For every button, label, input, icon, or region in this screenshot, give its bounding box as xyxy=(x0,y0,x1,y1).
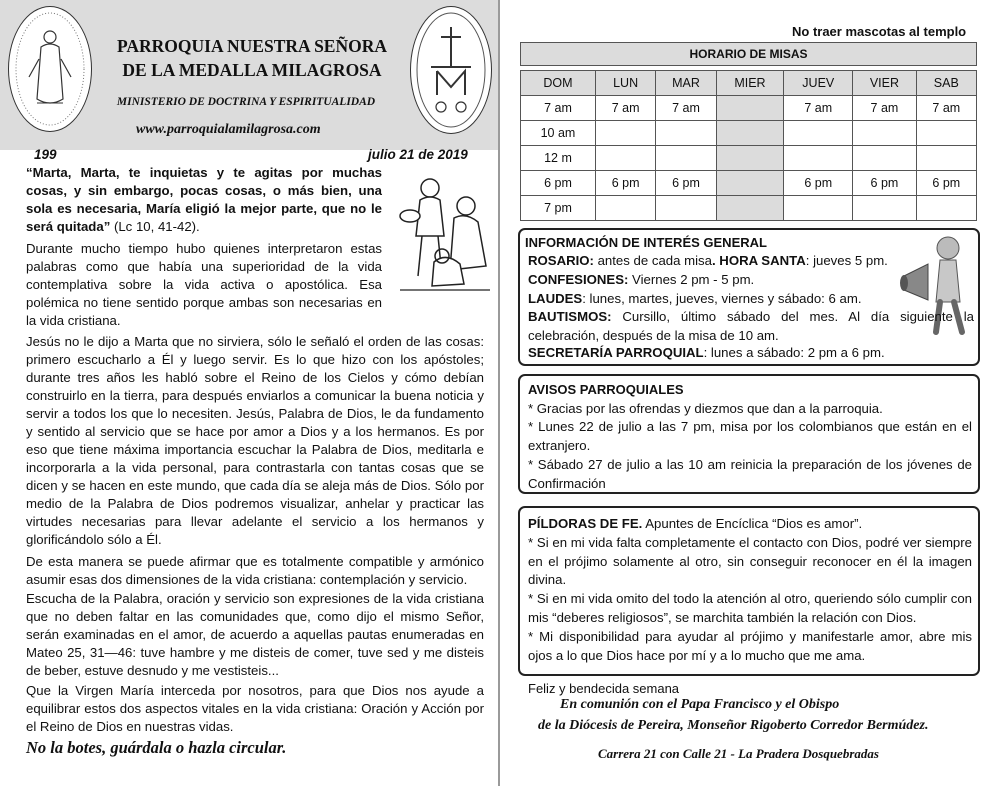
schedule-row xyxy=(521,121,977,146)
website-link[interactable]: www.parroquialamilagrosa.com xyxy=(136,122,321,137)
parish-name-line1: PARROQUIA NUESTRA SEÑORA xyxy=(117,36,387,56)
day-header: VIER xyxy=(853,71,916,96)
confesiones-text: Viernes 2 pm - 5 pm. xyxy=(628,272,755,287)
schedule-cell xyxy=(853,146,916,171)
info-secretaria-line xyxy=(528,344,974,363)
faith-pills-box xyxy=(518,506,980,676)
article-paragraph-1: Durante mucho tiempo hubo quienes interpretaron estas palabras como que había una superioridad de la vida contemplativa sobre la vida activa o apostólica. Esa polémica no tiene sentido porque ambas son necesarias en la vida cristiana. xyxy=(26,241,382,328)
schedule-cell: 7 am xyxy=(521,96,596,121)
schedule-cell: 7 am xyxy=(916,96,976,121)
notice-item: * Sábado 27 de julio a las 10 am reinicia la preparación de los jóvenes de Confirmación xyxy=(528,457,972,491)
schedule-cell xyxy=(916,196,976,221)
info-rosario-line xyxy=(528,252,898,271)
schedule-cell: 7 am xyxy=(595,96,655,121)
notice-item: * Gracias por las ofrendas y diezmos que dan a la parroquia. xyxy=(528,401,883,416)
info-laudes-line xyxy=(528,290,898,309)
schedule-cell: 6 pm xyxy=(595,171,655,196)
confesiones-label: CONFESIONES: xyxy=(528,272,629,287)
schedule-cell: 6 pm xyxy=(853,171,916,196)
article-paragraph-2: Jesús no le dijo a Marta que no sirviera, sólo le señaló el orden de las cosas: primero escucharlo a Él y luego servir. Es lo que hizo con los apóstoles; durante tres años les habló sobre el Reino de los Cielos y cómo debían construirlo en la tierra, para después enviarlos a comunicar la buena noticia y servir a todos los que lo necesiten. Jesús, Palabra de Dios, le da fundamento y sentido al servicio que se hace por amor a Dios y a los hermanos. Es por eso que tiene máxima importancia escuchar la Palabra de Dios, meditarla e incorporarla a la vida personal, para contrastarla con tantas cosas que se dicen y se hacen en este mundo, que cada día se aleja más de Dios. Sólo por medio de la Palabra de Dios podremos visualizar, anhelar y practicar las virtudes necesarias para llevar adelante el servicio a los hermanos y glorificándolo sólo a Él. xyxy=(26,334,484,547)
schedule-cell xyxy=(784,121,853,146)
communion-line-2: de la Diócesis de Pereira, Monseñor Rigoberto Corredor Bermúdez. xyxy=(538,718,929,733)
schedule-cell xyxy=(595,196,655,221)
schedule-row xyxy=(521,96,977,121)
schedule-cell: 6 pm xyxy=(656,171,716,196)
faith-pills-heading xyxy=(528,515,972,534)
schedule-cell: 6 pm xyxy=(916,171,976,196)
day-header: SAB xyxy=(916,71,976,96)
ministry-title: MINISTERIO DE DOCTRINA Y ESPIRITUALIDAD xyxy=(116,96,376,108)
general-info-title: INFORMACIÓN DE INTERÉS GENERAL xyxy=(525,235,767,250)
hora-santa-label: . HORA SANTA xyxy=(711,253,806,268)
laudes-label: LAUDES xyxy=(528,291,583,306)
schedule-cell: 12 m xyxy=(521,146,596,171)
day-header: JUEV xyxy=(784,71,853,96)
mass-schedule xyxy=(520,42,977,221)
schedule-cell: 7 am xyxy=(784,96,853,121)
article-paragraph-3: De esta manera se puede afirmar que es totalmente compatible y armónico asumir esas dos dimensiones de la vida cristiana: contemplación y servicio. xyxy=(26,554,484,587)
issue-date: julio 21 de 2019 xyxy=(368,147,468,162)
schedule-cell: 6 pm xyxy=(521,171,596,196)
schedule-cell xyxy=(853,196,916,221)
closing-exhortation: No la botes, guárdala o hazla circular. xyxy=(26,738,287,757)
article-quote xyxy=(26,164,382,236)
parish-name-line2: DE LA MEDALLA MILAGROSA xyxy=(122,60,382,80)
schedule-cell xyxy=(716,121,784,146)
parish-notices-box xyxy=(518,374,980,494)
schedule-row xyxy=(521,146,977,171)
bautismos-label: BAUTISMOS: xyxy=(528,309,612,324)
laudes-text: : lunes, martes, jueves, viernes y sábado: 6 am. xyxy=(582,291,862,306)
faith-pill-item: * Si en mi vida omito del todo la atención al otro, queriendo sólo cumplir con mis “deberes religiosos”, se marchita también la relación con Dios. xyxy=(528,591,972,625)
parish-address: Carrera 21 con Calle 21 - La Pradera Dosquebradas xyxy=(598,746,879,761)
article-paragraph-4: Escucha de la Palabra, oración y servicio son expresiones de la vida cristiana que no deben faltar en las comunidades que, como dijo el mismo Señor, serán examinadas en el amor, de acuerdo a aquellas pautas enumeradas en Mateo 25, 31—46: tuve hambre y me disteis de comer, tuve sed y me disteis de beber, estuve desnudo y me vestisteis... xyxy=(26,591,484,678)
rosario-text: antes de cada misa xyxy=(593,253,712,268)
schedule-cell xyxy=(656,146,716,171)
schedule-cell xyxy=(853,121,916,146)
gospel-reference: (Lc 10, 41-42). xyxy=(110,219,200,234)
schedule-cell: 7 pm xyxy=(521,196,596,221)
schedule-row xyxy=(521,196,977,221)
schedule-cell: 7 am xyxy=(656,96,716,121)
info-confesiones-line xyxy=(528,271,898,290)
issue-number: 199 xyxy=(34,147,57,162)
communion-line-1: En comunión con el Papa Francisco y el Obispo xyxy=(560,697,840,712)
schedule-cell xyxy=(716,171,784,196)
schedule-title: HORARIO DE MISAS xyxy=(521,43,977,66)
info-bautismos-line xyxy=(528,308,974,345)
general-info-box xyxy=(518,228,980,366)
schedule-cell xyxy=(716,96,784,121)
mass-schedule-table xyxy=(520,42,977,221)
schedule-cell xyxy=(595,121,655,146)
schedule-cell xyxy=(916,121,976,146)
faith-pills-title: PÍLDORAS DE FE. xyxy=(528,516,643,531)
schedule-cell xyxy=(656,121,716,146)
no-pets-notice: No traer mascotas al templo xyxy=(792,24,967,39)
day-header: MAR xyxy=(656,71,716,96)
schedule-cell: 10 am xyxy=(521,121,596,146)
virgin-mary-medal-image xyxy=(8,6,92,132)
schedule-cell xyxy=(595,146,655,171)
day-header: LUN xyxy=(595,71,655,96)
secretaria-label: SECRETARÍA PARROQUIAL xyxy=(528,345,704,360)
schedule-cell: 7 am xyxy=(853,96,916,121)
schedule-cell xyxy=(716,146,784,171)
gospel-quote: “Marta, Marta, te inquietas y te agitas por muchas cosas, y sin embargo, pocas cosas, o más bien, una sola es necesaria, María eligió la mejor parte, que no le será quitada” xyxy=(26,165,382,234)
martha-mary-illustration xyxy=(394,166,494,296)
notice-item: * Lunes 22 de julio a las 7 pm, misa por los colombianos que están en el extranjero. xyxy=(528,419,972,453)
miraculous-medal-image xyxy=(410,6,492,134)
schedule-cell xyxy=(656,196,716,221)
schedule-cell xyxy=(716,196,784,221)
schedule-cell xyxy=(784,146,853,171)
faith-pill-item: * Mi disponibilidad para ayudar al prójimo y manifestarle amor, abre mis ojos a lo que Dios hace por mí y a lo mucho que me ama. xyxy=(528,629,972,663)
faith-pills-subtitle: Apuntes de Encíclica “Dios es amor”. xyxy=(642,516,863,531)
article-paragraph-5: Que la Virgen María interceda por nosotros, para que Dios nos ayude a equilibrar estos dos aspectos vitales en la vida cristiana: Oración y Acción por el Reino de Dios en nuestras vidas. xyxy=(26,683,484,734)
schedule-cell: 6 pm xyxy=(784,171,853,196)
hora-santa-text: : jueves 5 pm. xyxy=(805,253,888,268)
schedule-row xyxy=(521,171,977,196)
parish-notices-title: AVISOS PARROQUIALES xyxy=(528,382,684,397)
secretaria-text: : lunes a sábado: 2 pm a 6 pm. xyxy=(703,345,885,360)
schedule-cell xyxy=(916,146,976,171)
day-header: DOM xyxy=(521,71,596,96)
rosario-label: ROSARIO: xyxy=(528,253,594,268)
faith-pill-item: * Si en mi vida falta completamente el contacto con Dios, podré ver siempre en el prójimo solamente al otro, sin conseguir reconocer en él la imagen divina. xyxy=(528,535,972,587)
page-fold-divider xyxy=(498,0,500,786)
day-header: MIER xyxy=(716,71,784,96)
farewell-text: Feliz y bendecida semana xyxy=(528,681,680,696)
schedule-cell xyxy=(784,196,853,221)
bautismos-text: Cursillo, último sábado del mes. Al día siguiente la celebración, después de la misa de 10 am. xyxy=(528,309,974,343)
